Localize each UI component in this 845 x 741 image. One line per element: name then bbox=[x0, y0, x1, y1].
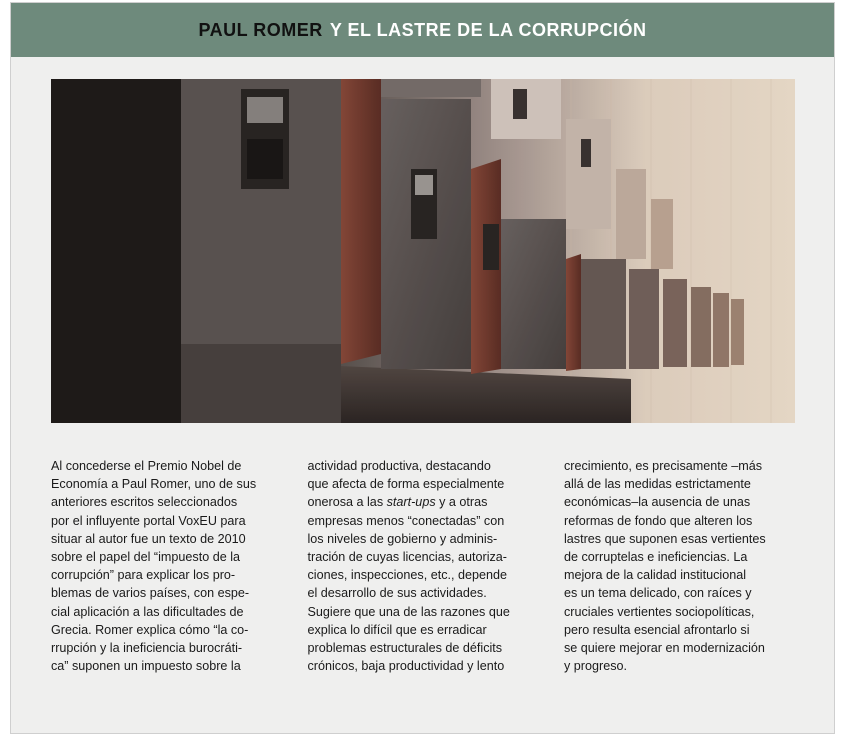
text-line: anteriores escritos seleccionados bbox=[51, 495, 238, 510]
text-line: que afecta de forma especialmente bbox=[307, 477, 505, 492]
article-body bbox=[51, 457, 795, 707]
filing-cabinets-photo bbox=[51, 79, 795, 423]
text-line: explica lo difícil que es erradicar bbox=[307, 622, 487, 637]
text-line: cruciales vertientes sociopolíticas, bbox=[564, 604, 755, 619]
text-column-3 bbox=[564, 457, 795, 707]
text-line: los niveles de gobierno y adminis- bbox=[307, 531, 498, 546]
text-column-1 bbox=[51, 457, 282, 707]
text-segment: onerosa a las bbox=[307, 495, 384, 510]
text-line: sobre el papel del “impuesto de la bbox=[51, 550, 241, 565]
text-line: tración de cuyas licencias, autoriza- bbox=[307, 550, 507, 565]
text-line: problemas estructurales de déficits bbox=[307, 641, 503, 656]
startups-italic: start-ups bbox=[386, 495, 436, 510]
text-line: por el influyente portal VoxEU para bbox=[51, 513, 246, 528]
text-line: ca” suponen un impuesto sobre la bbox=[51, 659, 241, 674]
text-line: cial aplicación a las dificultades de bbox=[51, 604, 244, 619]
article bbox=[10, 2, 835, 734]
text-line: Grecia. Romer explica cómo “la co- bbox=[51, 622, 249, 637]
text-line: situar al autor fue un texto de 2010 bbox=[51, 531, 246, 546]
text-line: corrupción” para explicar los pro- bbox=[51, 568, 236, 583]
text-line: actividad productiva, destacando bbox=[307, 459, 491, 473]
text-line: allá de las medidas estrictamente bbox=[564, 477, 751, 492]
photo-illustration bbox=[51, 79, 795, 423]
text-line: y progreso. bbox=[564, 659, 627, 674]
text-line: económicas–la ausencia de unas bbox=[564, 495, 751, 510]
text-line: Al concederse el Premio Nobel de bbox=[51, 459, 242, 473]
text-line: mejora de la calidad institucional bbox=[564, 568, 747, 583]
text-segment: y a otras bbox=[435, 495, 488, 510]
text-line: rrupción y la ineficiencia burocráti- bbox=[51, 641, 243, 656]
header-title-rest: Y EL LASTRE DE LA CORRUPCIÓN bbox=[329, 19, 647, 40]
text-line: es un tema delicado, con raíces y bbox=[564, 586, 752, 601]
text-line: pero resulta esencial afrontarlo si bbox=[564, 622, 750, 637]
text-line: de corruptelas e ineficiencias. La bbox=[564, 550, 748, 565]
text-line-startups bbox=[308, 493, 539, 511]
text-line: empresas menos “conectadas” con bbox=[307, 513, 505, 528]
article-header bbox=[11, 3, 834, 57]
text-line: ciones, inspecciones, etc., depende bbox=[307, 568, 508, 583]
text-line: reformas de fondo que alteren los bbox=[564, 513, 753, 528]
header-title-name: PAUL ROMER bbox=[198, 19, 323, 40]
text-line: el desarrollo de sus actividades. bbox=[307, 586, 487, 601]
text-column-2 bbox=[308, 457, 539, 707]
text-line: Economía a Paul Romer, uno de sus bbox=[51, 477, 257, 492]
text-line: se quiere mejorar en modernización bbox=[564, 641, 765, 656]
text-line: Sugiere que una de las razones que bbox=[307, 604, 510, 619]
text-line: lastres que suponen esas vertientes bbox=[564, 531, 766, 546]
text-line: crecimiento, es precisamente –más bbox=[564, 459, 763, 473]
text-line: blemas de varios países, con espe- bbox=[51, 586, 250, 601]
text-line: crónicos, baja productividad y lento bbox=[307, 659, 505, 674]
